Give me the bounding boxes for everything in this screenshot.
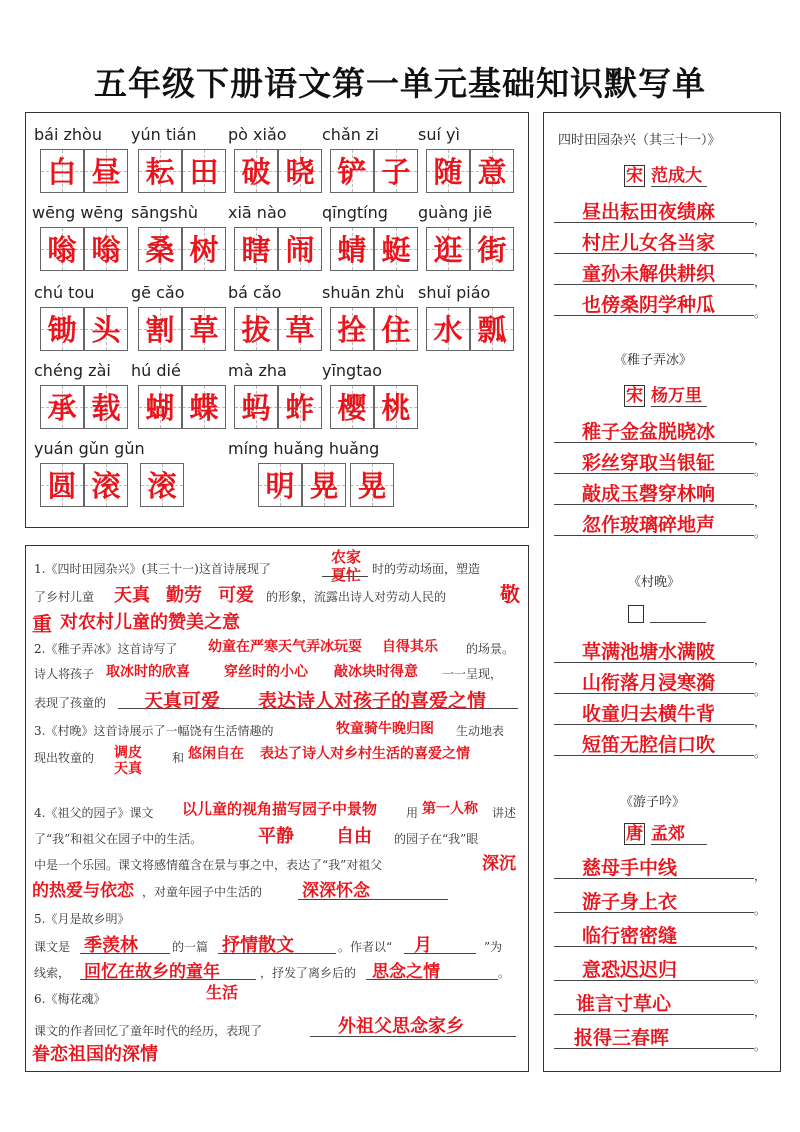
- character-cell: [426, 227, 470, 271]
- answer-underline: [554, 253, 754, 254]
- q3-answer: 悠闲自在: [188, 746, 244, 762]
- character-answer: 头: [91, 313, 121, 347]
- pinyin-label: chú tou: [34, 283, 95, 302]
- pinyin-label: míng huǎng huǎng: [228, 439, 380, 458]
- character-answer: 拔: [241, 313, 271, 347]
- character-cell: [374, 385, 418, 429]
- q5-text: 线索，: [34, 966, 71, 980]
- q3-answer: 牧童骑牛晚归图: [336, 721, 434, 737]
- character-cell: [234, 149, 278, 193]
- character-answer: 随: [433, 155, 463, 189]
- pinyin-label: yuán gǔn gǔn: [34, 439, 145, 458]
- answer-underline: [554, 946, 754, 947]
- q4-text: 讲述: [492, 806, 517, 820]
- q4-text: 4.《祖父的园子》课文: [34, 806, 154, 820]
- poem-punctuation: 。: [754, 971, 767, 985]
- character-cell: [182, 307, 226, 351]
- pinyin-label: bá cǎo: [228, 283, 282, 302]
- poem-line: 村庄儿女各当家: [582, 232, 716, 254]
- character-answer: 桃: [381, 391, 411, 425]
- character-answer: 蚂: [241, 391, 271, 425]
- q3-text: 现出牧童的: [34, 751, 95, 765]
- character-answer: 昼: [91, 155, 121, 189]
- character-answer: 蚱: [285, 391, 315, 425]
- character-cell: [84, 149, 128, 193]
- poem-line: 童孙未解供耕织: [582, 263, 716, 285]
- pinyin-label: yún tián: [131, 125, 197, 144]
- q1-text: 的形象，流露出诗人对劳动人民的: [266, 590, 447, 604]
- character-answer: 晓: [285, 155, 315, 189]
- q1-text: 了乡村儿童: [34, 590, 95, 604]
- poem-punctuation: 。: [754, 746, 767, 760]
- character-cell: [426, 149, 470, 193]
- q4-text: ，对童年园子中生活的: [142, 885, 263, 899]
- character-answer: 载: [91, 391, 121, 425]
- answer-underline: [554, 662, 754, 663]
- answer-underline: [554, 315, 754, 316]
- poem-dynasty: [628, 605, 644, 623]
- character-cell: [234, 385, 278, 429]
- answer-underline: [554, 1014, 754, 1015]
- q4-text: 的园子在“我”眼: [394, 832, 479, 846]
- character-cell: [40, 385, 84, 429]
- poem-punctuation: 。: [754, 684, 767, 698]
- character-cell: [234, 307, 278, 351]
- poem-line: 报得三春晖: [574, 1027, 670, 1049]
- character-cell: [374, 149, 418, 193]
- answer-underline: [554, 222, 754, 223]
- q1-answer: 夏忙: [331, 566, 362, 584]
- q4-text: 用: [406, 806, 419, 820]
- character-cell: [234, 227, 278, 271]
- q2-text: 表现了孩童的: [34, 696, 107, 710]
- q4-answer: 第一人称: [422, 801, 478, 817]
- answer-underline: [554, 535, 754, 536]
- character-answer: 圆: [47, 469, 77, 503]
- character-answer: 晃: [309, 469, 339, 503]
- q6-text: 课文的作者回忆了童年时代的经历，表现了: [34, 1024, 263, 1038]
- character-answer: 草: [189, 313, 219, 347]
- q5-answer: 季羡林: [84, 935, 138, 956]
- pinyin-label: bái zhòu: [34, 125, 102, 144]
- q5-text: 5.《月是故乡明》: [34, 912, 130, 926]
- q4-text: 中是一个乐园。课文将感情蕴含在景与事之中，表达了“我”对祖父: [34, 858, 383, 872]
- character-cell: [278, 227, 322, 271]
- character-answer: 蜻: [337, 233, 367, 267]
- pinyin-label: shuān zhù: [322, 283, 405, 302]
- poem-line: 稚子金盆脱晓冰: [582, 421, 716, 443]
- character-cell: [470, 149, 514, 193]
- q2-answer: 幼童在严寒天气弄冰玩耍: [208, 639, 362, 655]
- poem-punctuation: ，: [754, 213, 767, 227]
- answer-underline: [554, 284, 754, 285]
- character-answer: 住: [381, 313, 411, 347]
- q4-answer: 的热爱与依恋: [32, 881, 134, 901]
- q2-text: 2.《稚子弄冰》这首诗写了: [34, 642, 178, 656]
- character-cell: [330, 385, 374, 429]
- character-cell: [40, 307, 84, 351]
- poem-punctuation: 。: [754, 306, 767, 320]
- q4-answer: 以儿童的视角描写园子中景物: [182, 800, 378, 818]
- character-answer: 蜓: [381, 233, 411, 267]
- character-cell: [426, 307, 470, 351]
- answer-underline: [554, 442, 754, 443]
- character-cell: [278, 307, 322, 351]
- q5-answer: 月: [414, 935, 432, 956]
- character-answer: 破: [241, 155, 271, 189]
- character-cell: [374, 307, 418, 351]
- poem-line: 谁言寸草心: [576, 993, 672, 1015]
- q4-answer: 深深怀念: [302, 881, 370, 901]
- character-answer: 晃: [357, 469, 387, 503]
- pinyin-label: gē cǎo: [131, 283, 185, 302]
- character-answer: 锄: [47, 313, 77, 347]
- character-answer: 街: [477, 233, 507, 267]
- q5-answer: 回忆在故乡的童年: [84, 962, 220, 982]
- character-answer: 瞎: [241, 233, 271, 267]
- character-cell: [470, 227, 514, 271]
- character-writing-panel: [25, 112, 529, 528]
- poem-line: 也傍桑阴学种瓜: [582, 294, 716, 316]
- q4-answer: 深沉: [482, 854, 516, 874]
- page-title: 五年级下册语文第一单元基础知识默写单: [94, 64, 706, 103]
- answer-underline: [554, 504, 754, 505]
- q2-answer: 敲冰块时得意: [334, 664, 418, 680]
- q1-answer: 对农村儿童的赞美之意: [60, 612, 240, 633]
- pinyin-label: xiā nào: [228, 203, 287, 222]
- q4-answer: 自由: [336, 826, 372, 847]
- character-cell: [278, 385, 322, 429]
- character-cell: [258, 463, 302, 507]
- poem-punctuation: ，: [754, 495, 767, 509]
- poem-punctuation: ，: [754, 275, 767, 289]
- answer-underline: [554, 693, 754, 694]
- q3-text: 和: [172, 751, 185, 765]
- character-answer: 意: [477, 155, 507, 189]
- poem-line: 彩丝穿取当银钲: [582, 452, 716, 474]
- character-cell: [182, 227, 226, 271]
- q1-answer: 重: [32, 612, 52, 636]
- q2-answer: 取冰时的欣喜: [106, 664, 190, 680]
- pinyin-label: chǎn zi: [322, 125, 379, 144]
- poem-punctuation: 。: [754, 903, 767, 917]
- answer-underline: [554, 980, 754, 981]
- character-answer: 瓢: [477, 313, 507, 347]
- q1-answer: 农家: [331, 548, 362, 566]
- poem-title: 《村晚》: [628, 575, 681, 590]
- character-answer: 割: [145, 313, 175, 347]
- poem-line: 临行密密缝: [582, 925, 678, 947]
- poem-punctuation: ，: [754, 244, 767, 258]
- poem-dynasty: 宋: [626, 386, 643, 406]
- poem-author: [628, 605, 706, 627]
- q3-answer: 调皮: [114, 745, 142, 761]
- poem-author: [624, 161, 707, 187]
- q5-text: 。: [498, 966, 511, 980]
- q1-text: 1.《四时田园杂兴》(其三十一)这首诗展现了: [34, 562, 271, 576]
- poem-dynasty: 唐: [626, 824, 643, 844]
- poem-line: 忽作玻璃碎地声: [582, 514, 716, 536]
- q6-text: 6.《梅花魂》: [34, 992, 106, 1006]
- character-cell: [182, 149, 226, 193]
- character-cell: [470, 307, 514, 351]
- character-cell: [84, 307, 128, 351]
- character-answer: 耘: [145, 155, 175, 189]
- poem-author-name: 范成大: [651, 161, 707, 187]
- character-answer: 逛: [433, 233, 463, 267]
- poem-line: 山衔落月浸寒漪: [582, 672, 716, 694]
- poem-line: 敲成玉磬穿林响: [582, 483, 716, 505]
- character-answer: 田: [189, 155, 219, 189]
- poem-author-name: [650, 622, 706, 623]
- character-cell: [138, 385, 182, 429]
- character-cell: [138, 307, 182, 351]
- fill-in-panel: [25, 545, 529, 1072]
- pinyin-label: wēng wēng: [32, 203, 124, 222]
- poem-punctuation: ，: [754, 653, 767, 667]
- poem-author: [624, 381, 707, 407]
- q6-answer: 眷恋祖国的深情: [32, 1044, 158, 1065]
- character-cell: [138, 227, 182, 271]
- character-answer: 闹: [285, 233, 315, 267]
- character-answer: 白: [47, 155, 77, 189]
- q1-answer: 勤劳: [166, 585, 202, 606]
- q2-answer: 表达诗人对孩子的喜爱之情: [258, 690, 487, 712]
- q3-text: 3.《村晚》这首诗展示了一幅饶有生活情趣的: [34, 724, 274, 738]
- character-answer: 桑: [145, 233, 175, 267]
- q3-text: 生动地表: [456, 724, 505, 738]
- poem-punctuation: 。: [754, 1039, 767, 1053]
- answer-underline: [554, 724, 754, 725]
- character-answer: 子: [381, 155, 411, 189]
- answer-underline: [554, 1048, 754, 1049]
- q5-text: 的一篇: [172, 940, 209, 954]
- character-answer: 铲: [337, 155, 367, 189]
- character-cell: [374, 227, 418, 271]
- q3-answer: 天真: [114, 761, 142, 777]
- poem-punctuation: ，: [754, 937, 767, 951]
- character-answer: 滚: [91, 469, 121, 503]
- character-cell: [40, 227, 84, 271]
- poem-line: 收童归去横牛背: [582, 703, 716, 725]
- poem-punctuation: 。: [754, 464, 767, 478]
- poem-line: 昼出耘田夜绩麻: [582, 201, 716, 223]
- character-cell: [278, 149, 322, 193]
- q1-answer: 敬: [500, 582, 520, 606]
- pinyin-label: pò xiǎo: [228, 125, 287, 144]
- character-cell: [330, 307, 374, 351]
- character-answer: 树: [189, 233, 219, 267]
- q2-answer: 穿丝时的小心: [224, 664, 308, 680]
- poem-punctuation: ，: [754, 715, 767, 729]
- q4-answer: 平静: [258, 826, 294, 847]
- q5-text: 。作者以“: [338, 940, 393, 954]
- character-answer: 明: [265, 469, 295, 503]
- pinyin-label: chéng zài: [34, 361, 111, 380]
- pinyin-label: suí yì: [418, 125, 460, 144]
- q1-answer: 可爱: [218, 585, 254, 606]
- poem-line: 草满池塘水满陂: [582, 641, 716, 663]
- q5-text: 课文是: [34, 940, 71, 954]
- character-cell: [302, 463, 346, 507]
- q1-answer: 天真: [114, 585, 150, 606]
- poem-author-name: 杨万里: [651, 381, 707, 407]
- q2-text: 一一呈现，: [442, 667, 503, 681]
- character-cell: [84, 227, 128, 271]
- q4-text: 了“我”和祖父在园子中的生活。: [34, 832, 203, 846]
- q5-answer: 抒情散文: [222, 935, 294, 956]
- q2-answer: 天真可爱: [144, 690, 221, 712]
- character-cell: [330, 149, 374, 193]
- answer-underline: [554, 473, 754, 474]
- character-answer: 水: [433, 313, 463, 347]
- q6-answer: 外祖父思念家乡: [338, 1016, 464, 1037]
- character-answer: 滚: [147, 469, 177, 503]
- character-answer: 拴: [337, 313, 367, 347]
- character-answer: 嗡: [47, 233, 77, 267]
- poem-author: [624, 819, 707, 845]
- q2-text: 诗人将孩子: [34, 667, 95, 681]
- pinyin-label: hú dié: [131, 361, 181, 380]
- character-cell: [40, 149, 84, 193]
- poem-title: 《游子吟》: [620, 795, 686, 810]
- character-answer: 承: [47, 391, 77, 425]
- q5-answer: 生活: [206, 983, 239, 1002]
- poem-author-name: 孟郊: [651, 819, 707, 845]
- poem-punctuation: ，: [754, 1005, 767, 1019]
- character-cell: [40, 463, 84, 507]
- answer-underline: [554, 878, 754, 879]
- q5-text: ，抒发了离乡后的: [260, 966, 357, 980]
- pinyin-label: mà zha: [228, 361, 287, 380]
- poem-line: 慈母手中线: [582, 857, 678, 879]
- pinyin-label: qīngtíng: [322, 203, 388, 222]
- poem-dynasty: 宋: [626, 166, 643, 186]
- pinyin-label: yīngtao: [322, 361, 383, 380]
- q2-answer: 自得其乐: [382, 639, 438, 655]
- pinyin-label: guàng jiē: [418, 203, 493, 222]
- poem-line: 短笛无腔信口吹: [582, 734, 716, 756]
- poem-title: 四时田园杂兴（其三十一）》: [558, 133, 721, 148]
- character-cell: [140, 463, 184, 507]
- q5-text: ”为: [484, 940, 503, 954]
- poem-line: 意恐迟迟归: [582, 959, 678, 981]
- character-answer: 樱: [337, 391, 367, 425]
- character-answer: 蝶: [189, 391, 219, 425]
- q5-answer: 思念之情: [372, 962, 440, 982]
- poem-punctuation: ，: [754, 433, 767, 447]
- poem-dictation-panel: [543, 112, 781, 1072]
- poem-title: 《稚子弄冰》: [614, 353, 693, 368]
- character-answer: 蝴: [145, 391, 175, 425]
- poem-punctuation: 。: [754, 526, 767, 540]
- answer-underline: [554, 912, 754, 913]
- poem-punctuation: ，: [754, 869, 767, 883]
- character-answer: 草: [285, 313, 315, 347]
- character-cell: [84, 385, 128, 429]
- character-answer: 嗡: [91, 233, 121, 267]
- q2-text: 的场景。: [466, 642, 515, 656]
- poem-line: 游子身上衣: [582, 891, 678, 913]
- character-cell: [138, 149, 182, 193]
- character-cell: [330, 227, 374, 271]
- answer-underline: [554, 755, 754, 756]
- character-cell: [84, 463, 128, 507]
- pinyin-label: sāngshù: [131, 203, 199, 222]
- q1-text: 时的劳动场面，塑造: [372, 562, 481, 576]
- character-cell: [350, 463, 394, 507]
- character-cell: [182, 385, 226, 429]
- q3-answer: 表达了诗人对乡村生活的喜爱之情: [260, 746, 470, 762]
- pinyin-label: shuǐ piáo: [418, 283, 491, 302]
